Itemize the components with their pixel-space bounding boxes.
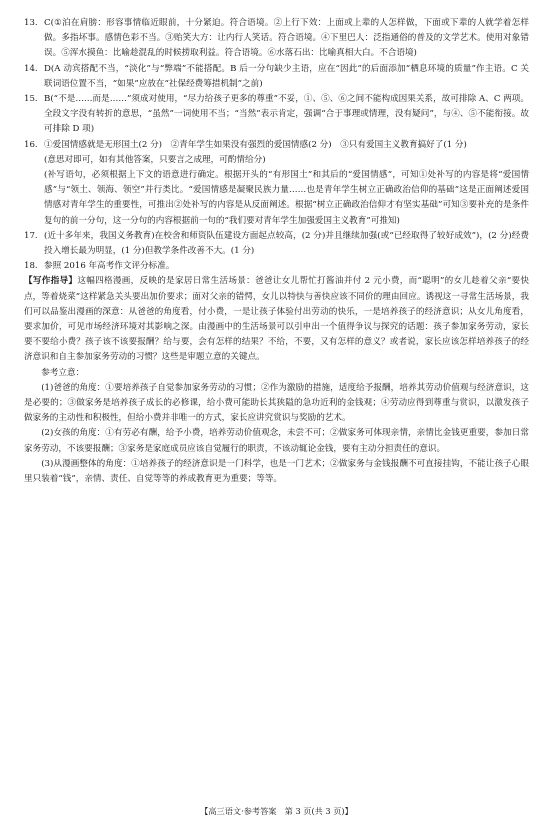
- answer-text: (近十多年来，我国义务教育)在校舍和师资队伍建设方面起点较高，(2 分)并且继续加强(或“已经取得了较好成效”)，(2 分)经费投入增长最为明显，(1 分)但教学条件改善不大。(1 分): [44, 230, 529, 257]
- answer-16-note: (意思对即可，如有其他答案，只要言之成理，可酌情给分): [44, 154, 266, 165]
- writing-guide-text: 这幅四格漫画，反映的是家居日常生活场景：爸爸让女儿帮忙打酱油并付 2 元小费，而“聪明”的女儿趁着父亲“要快点，等着烧菜”这样紧急关头要出加价要求；面对父亲的错愕，女儿以特快与善快应该不同价的理由回应。诱视这一寻常生活场景，我们可以品鉴出漫画的深意：从爸爸的角度看，付小费，一是让孩子体验付出劳动的快乐，一是培养孩子的经济意识；从女儿角度看，要求加价，可见市场经济环境对其影响之深。由漫画中的生活场景可以引申出一个值得争议与探究的话题：孩子参加家务劳动，家长要不要给小费？孩子该不该要报酬？给与要，会有怎样的结果？不给，不要，又有怎样的意义？或者说，家长应该怎样培养孩子的经济意识和自主参加家务劳动的习惯？这些是审题立意的关键点。: [24, 276, 529, 363]
- answer-15: [24, 92, 529, 138]
- page-footer: 【高三语文·参考答案 第 3 页(共 3 页)】: [200, 806, 353, 816]
- answer-text: D(A 动宾搭配不当，“淡化”与“弊端”不能搭配。B 后一分句缺少主语，应在“因此”的后面添加“栖息环境的质量”作主语。C 关联词语位置不当，“如果”应放在“社保经费筹措机制”之前): [44, 63, 529, 89]
- answer-text: 参照 2016 年高考作文评分标准。: [44, 261, 175, 272]
- question-number: 17.: [24, 230, 38, 241]
- writing-guide: [24, 274, 529, 365]
- answer-16: [24, 138, 529, 153]
- question-number: 14.: [24, 63, 38, 74]
- answer-14: [24, 62, 529, 92]
- question-number: 18.: [24, 261, 38, 272]
- question-number: 15.: [24, 94, 38, 105]
- reference-point-3: (3)从漫画整体的角度：①培养孩子的经济意识是一门科学，也是一门艺术；②做家务与金钱报酬不可直接挂钩，不能让孩子心眼里只装着“钱”，亲情、责任、自觉等等的养成教育更为重要；等等。: [24, 458, 529, 485]
- reference-point-2: (2)女孩的角度：①有劳必有酬，给予小费，培养劳动价值观念，未尝不可；②做家务可体现亲情，亲情比金钱更重要，参加日常家务劳动，不该要报酬；③家务是家庭成员应该自觉履行的职责，不该动辄论金钱，要有主动分担责任的意识。: [24, 428, 529, 454]
- reference-point-1: (1)爸爸的角度：①要培养孩子自觉参加家务劳动的习惯；②作为激励的措施，适度给予报酬，培养其劳动价值观与经济意识，这是必要的；③做家务是培养孩子成长的必修课，给小费可能助长其狭隘的急功近利的金钱观；④劳动应得到尊重与赏识，以激发孩子做家务的主动性和积极性，但给小费并非唯一的方式，家长应讲究赏识与奖励的艺术。: [24, 382, 529, 424]
- answer-text: ①爱国情感就是无形国土(2 分) ②青年学生如果没有强烈的爱国情感(2 分) ③只有爱国主义教育搞好了(1 分): [44, 139, 467, 150]
- answer-content: [24, 16, 529, 487]
- question-number: 16.: [24, 139, 38, 150]
- answer-13: [24, 16, 529, 62]
- answer-text: C(①泊在肩膀：形容事情临近眼前，十分紧迫。符合语境。②上行下效：上面或上辈的人怎样做，下面或下辈的人就学着怎样做。多指坏事。感情色彩不当。③贻笑大方：让内行人笑话。符合语境。④下里巴人：泛指通俗的普及的文学艺术。使用对象错误。⑤浑水摸鱼：比喻趁混乱的时候捞取利益。符合语境。⑥水落石出：比喻真相大白。不合语境): [44, 18, 529, 59]
- answer-17: [24, 229, 529, 259]
- writing-guide-tag: 【写作指导】: [24, 276, 78, 287]
- answer-16-explanation: (补写语句，必须根据上下文的语意进行确定。根据开头的“有形国土”和其后的“爱国情感”，可知①处补写的内容是将“爱国情感”与“领土、领海、领空”并行类比。“爱国情感是凝聚民族力量……也是青年学生树立正确政治信仰的基础”这是正面阐述爱国情感对青年学生的重要性，可推出②处补写的内容是从反面阐述。根据“树立正确政治信仰才有坚实基础”可知③要补充的是条件复句的前一分句，这一分句的内容根据前一句的“我们要对青年学生加强爱国主义教育”可推知): [44, 170, 529, 226]
- answer-18: [24, 259, 529, 274]
- answer-text: B(“不是……而是……”须成对使用，“尽力给孩子更多的尊重”不妥，①、⑤、⑥之间不能构成因果关系，故可排除 A、C 两项。全段文字没有转折的意思，“虽然”一词使用不当；“当然”表示肯定，强调“合于事理或情理，没有疑问”，与④、⑤不能衔接。故可排除 D 项): [44, 94, 529, 135]
- question-number: 13.: [24, 18, 38, 28]
- reference-title: 参考立意：: [41, 367, 85, 378]
